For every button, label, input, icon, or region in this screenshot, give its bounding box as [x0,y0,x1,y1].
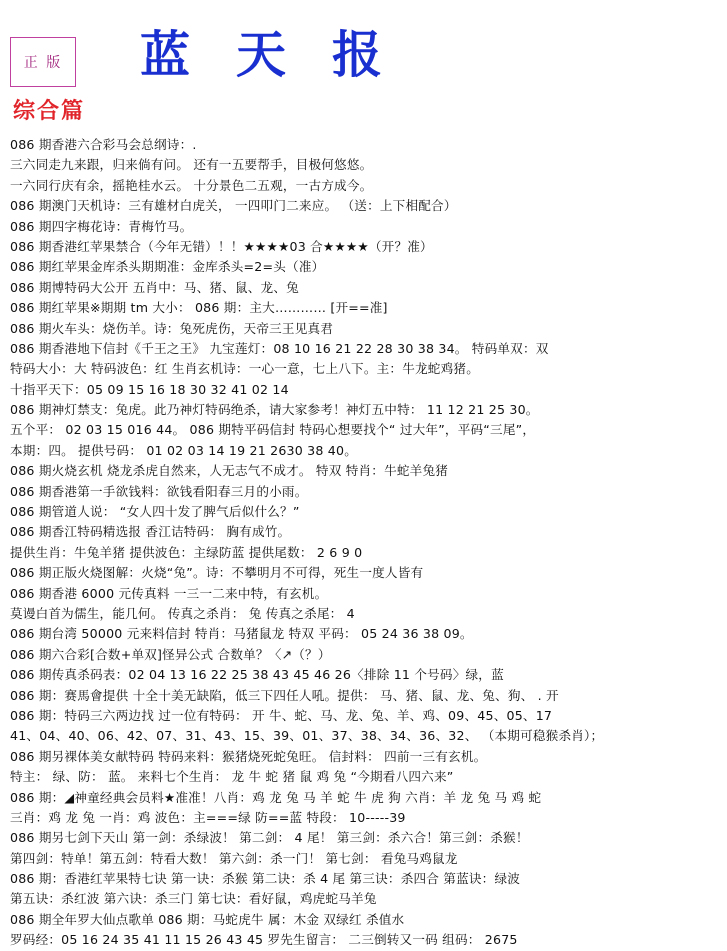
text-line: 086 期管道人说： “女人四十发了脾气后似什么？” [10,504,300,520]
text-line: 第五诀：杀红波 第六诀：杀三门 第七诀：看好鼠，鸡虎蛇马羊兔 [10,891,377,907]
text-line: 特主： 绿、防： 蓝。 来料七个生肖： 龙 牛 蛇 猪 鼠 鸡 兔 “今期看八四六来” [10,769,454,785]
text-line: 086 期澳门天机诗：三有雄材白虎关， 一四叩门二来应。 （送：上下相配合） [10,198,457,214]
text-line: 086 期香港六合彩马会总纲诗：. [10,137,197,152]
text-line: 第四剑：特单！第五剑：特看大数！ 第六剑：杀一门！ 第七剑： 看兔马鸡鼠龙 [10,850,458,866]
stamp-label: 正 版 [23,55,63,71]
article-body [10,135,722,951]
text-line: 十指平天下：05 09 15 16 18 30 32 41 02 14 [10,381,289,397]
text-line: 三肖：鸡 龙 兔 一肖：鸡 波色：主===绿 防==蓝 特段： 10-----39 [10,809,406,825]
text-line: 086 期香港红苹果禁合（今年无错）！！★★★★03 合★★★★（开？准） [10,238,433,254]
masthead-title: 蓝天报 [140,25,428,84]
text-line: 086 期另七剑下天山 第一剑：杀绿波！ 第二剑： 4 尾！ 第三剑：杀六合！第三剑：杀猴！ [10,830,529,846]
text-line: 086 期博特码大公开 五肖中：马、猪、鼠、龙、兔 [10,279,299,295]
text-line: 086 期全年罗大仙点歌单 086 期：马蛇虎牛 属：木金 双绿红 杀值水 [10,911,405,927]
text-line: 特码大小：大 特码波色：红 生肖玄机诗：一心一意，七上八下。主：牛龙蛇鸡猪。 [10,361,479,377]
text-line: 086 期：赛馬會提供 十全十美无缺陷，低三下四任人吼。提供： 马、猪、鼠、龙、兔、狗、 . 开 [10,687,559,703]
text-line: 本期：四。 提供号码： 01 02 03 14 19 21 2630 38 40。 [10,442,358,458]
text-line: 086 期：香港红苹果特七诀 第一诀：杀猴 第二诀：杀 4 尾 第三诀：杀四合 第蓝诀：绿波 [10,871,521,887]
text-line: 086 期香江特码精选报 香江诘特码： 胸有成竹。 [10,524,291,540]
text-line: 三六同走九来跟，归来倘有问。 还有一五要帮手，目极何悠悠。 [10,157,373,173]
text-line: 086 期正版火烧图解：火烧“兔”。诗：不攀明月不可得，死生一度人皆有 [10,565,424,581]
text-line: 086 期六合彩[合数+单双]怪异公式 合数单？〈↗（？） [10,646,331,662]
text-line: 086 期传真杀码表：02 04 13 16 22 25 38 43 45 46 26〈排除 11 个号码〉绿，蓝 [10,667,504,683]
section-heading: 综合篇 [13,98,86,124]
text-line: 086 期：特码三六两边找 过一位有特码： 开 牛、蛇、马、龙、兔、羊、鸡、09、45、05、17 [10,707,553,723]
text-line: 莫谩白首为儒生，能几何。 传真之杀肖： 兔 传真之杀尾： 4 [10,605,355,621]
genuine-stamp [10,37,76,87]
text-line: 086 期：◢神童经典会员料★准准！八肖：鸡 龙 兔 马 羊 蛇 牛 虎 狗 六肖：羊 龙 兔 马 鸡 蛇 [10,789,542,805]
text-line: 提供生肖：牛兔羊猪 提供波色：主绿防蓝 提供尾数： 2 6 9 0 [10,544,363,560]
text-line: 五个平： 02 03 15 016 44。 086 期特平码信封 特码心想要找个“ 过大年”，平码“三尾”， [10,422,536,438]
text-line: 086 期火烧玄机 烧龙杀虎自然来，人无志气不成才。 特双 特肖：牛蛇羊兔猪 [10,463,449,479]
text-line: 086 期香港 6000 元传真料 一三一二来中特，有玄机。 [10,585,328,601]
text-line: 086 期红苹果※期期 tm 大小： 086 期：主大………… [开==准] [10,300,388,316]
text-line: 086 期火车头：烧伤羊。诗：兔死虎伤，天帝三王见真君 [10,320,334,336]
text-line: 罗码经：05 16 24 35 41 11 15 26 43 45 罗先生留言： 二三倒转又一码 组码： 2675 [10,932,518,948]
text-line: 086 期另裸体美女献特码 特码来料：猴猪烧死蛇兔旺。 信封料： 四前一三有玄机。 [10,748,487,764]
text-line: 086 期台湾 50000 元来料信封 特肖：马猪鼠龙 特双 平码： 05 24 36 38 09。 [10,626,473,642]
text-line: 41、04、40、06、42、07、31、43、15、39、01、37、38、34、36、32、 （本期可稳猴杀肖）； [10,728,604,744]
text-line: 086 期四字梅花诗：青梅竹马。 [10,218,193,234]
text-line: 一六同行庆有余，摇艳桂水云。 十分景色二五观，一古方成今。 [10,177,373,193]
text-line: 086 期神灯禁支：兔虎。此乃神灯特码绝杀，请大家参考！神灯五中特： 11 12 21 25 30。 [10,402,539,418]
text-line: 086 期红苹果金库杀头期期准：金库杀头=2=头（准） [10,259,325,275]
text-line: 086 期香港第一手欲钱料：欲钱看阳春三月的小雨。 [10,483,308,499]
text-line: 086 期香港地下信封《千王之王》 九宝莲灯：08 10 16 21 22 28 30 38 34。 特码单双：双 [10,340,549,356]
